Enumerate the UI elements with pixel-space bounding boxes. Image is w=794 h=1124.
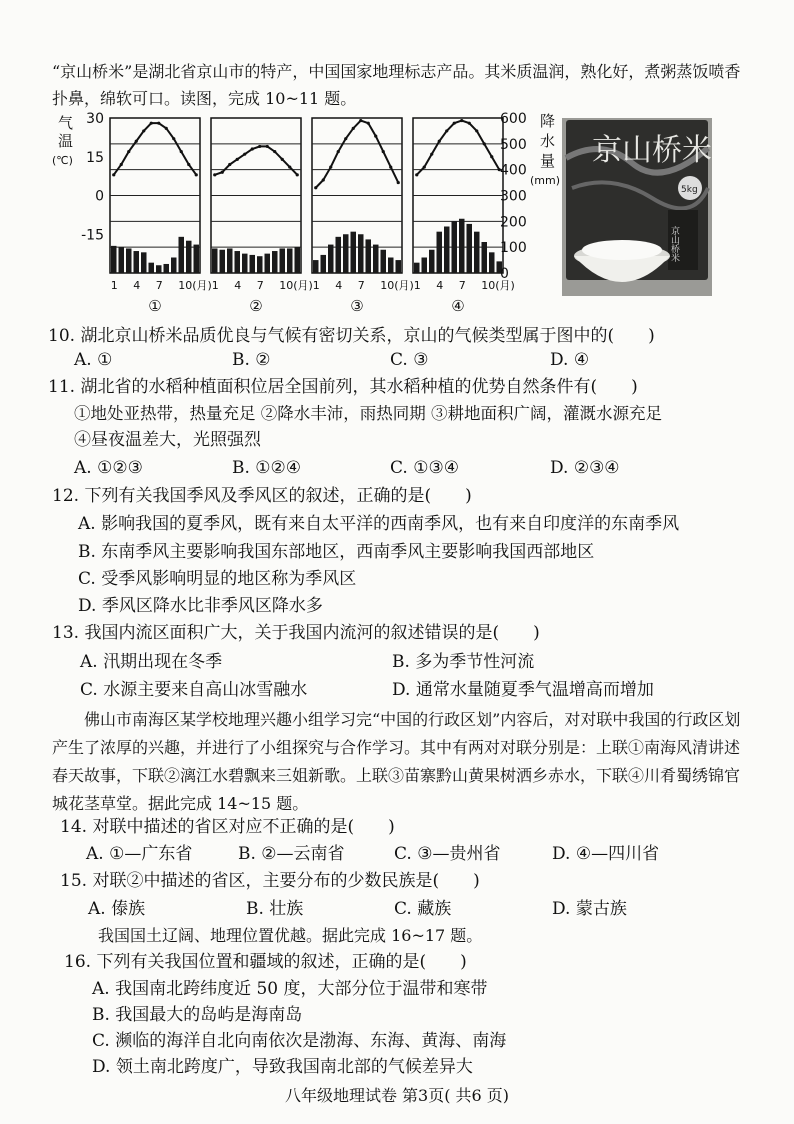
temperature-point xyxy=(273,150,276,153)
temperature-line xyxy=(417,121,500,175)
temperature-point xyxy=(172,137,175,140)
climate-panel xyxy=(211,118,313,315)
temperature-point xyxy=(228,163,231,166)
precip-bar xyxy=(459,219,465,273)
q14-option-a[interactable]: A. ①—广东省 xyxy=(86,844,193,864)
precip-bar xyxy=(388,258,394,274)
question-11: 11. 湖北省的水稻种植面积位居全国前列，其水稻种植的优势自然条件有( ) xyxy=(48,377,638,397)
q12-option-a[interactable]: A. 影响我国的夏季风，既有来自太平洋的西南季风，也有来自印度洋的东南季风 xyxy=(78,514,680,534)
brand-char: 京山桥米 xyxy=(592,133,712,168)
rice-package-photo xyxy=(562,118,712,296)
precip-bar xyxy=(328,245,334,273)
q14-stem: 14. 对联中描述的省区对应不正确的是( xyxy=(60,817,355,837)
right-axis-char: 降 xyxy=(540,112,556,130)
q11-option-b[interactable]: B. ①②④ xyxy=(232,458,302,478)
precip-bar xyxy=(134,251,140,273)
temperature-point xyxy=(453,122,456,125)
q10-option-a[interactable]: A. ① xyxy=(74,350,113,370)
precip-bar xyxy=(351,232,357,273)
temperature-point xyxy=(329,165,332,168)
precip-bar xyxy=(235,251,241,273)
temperature-point xyxy=(337,150,340,153)
temperature-point xyxy=(243,153,246,156)
temperature-point xyxy=(344,137,347,140)
precip-bar xyxy=(257,256,263,273)
x-tick-label: 7 xyxy=(256,279,264,292)
left-axis-label xyxy=(52,114,73,167)
temperature-line xyxy=(316,121,399,188)
left-axis-char: 气 xyxy=(58,114,74,132)
temperature-line xyxy=(114,123,197,175)
precip-bar xyxy=(336,237,342,273)
q16-option-d[interactable]: D. 领土南北跨度广，导致我国南北部的气候差异大 xyxy=(92,1057,473,1077)
q13-option-d[interactable]: D. 通常水量随夏季气温增高而增加 xyxy=(392,680,654,700)
temperature-point xyxy=(445,129,448,132)
q16-stem: 16. 下列有关我国位置和疆域的叙述，正确的是( xyxy=(64,952,427,972)
precip-bar xyxy=(474,232,480,273)
right-axis-ticks xyxy=(500,111,527,282)
q11-option-d[interactable]: D. ②③④ xyxy=(550,458,620,478)
precip-bar xyxy=(452,221,458,273)
precip-bar xyxy=(111,246,117,273)
temperature-point xyxy=(389,165,392,168)
question-14: 14. 对联中描述的省区对应不正确的是( ) xyxy=(60,817,395,837)
precip-bar xyxy=(444,227,450,274)
panel-id: ② xyxy=(249,297,263,315)
precip-bar xyxy=(343,234,349,273)
temperature-point xyxy=(374,134,377,137)
right-tick-label: 200 xyxy=(500,214,527,231)
question-15: 15. 对联②中描述的省区，主要分布的少数民族是( ) xyxy=(60,871,480,891)
q10-option-b[interactable]: B. ② xyxy=(232,350,271,370)
temperature-point xyxy=(296,173,299,176)
temperature-point xyxy=(352,127,355,130)
right-tick-label: 600 xyxy=(500,111,527,127)
q11-conditions-line-1: ①地处亚热带，热量充足 ②降水丰沛，雨热同期 ③耕地面积广阔，灌溉水源充足 xyxy=(74,404,662,423)
right-axis-char: 水 xyxy=(540,132,556,150)
precip-bar xyxy=(482,242,488,273)
panel-id: ① xyxy=(148,297,162,315)
right-axis-unit: (mm) xyxy=(530,174,561,187)
q11-option-c[interactable]: C. ①③④ xyxy=(390,458,459,478)
x-tick-label: 4 xyxy=(335,279,343,292)
q14-option-b[interactable]: B. ②—云南省 xyxy=(238,844,345,864)
question-16: 16. 下列有关我国位置和疆域的叙述，正确的是( ) xyxy=(64,952,467,972)
q12-stem: 12. 下列有关我国季风及季风区的叙述，正确的是( xyxy=(52,486,432,506)
temperature-line xyxy=(215,146,298,174)
temperature-point xyxy=(382,150,385,153)
precip-bar xyxy=(156,265,162,273)
temperature-point xyxy=(483,142,486,145)
left-tick-label: 0 xyxy=(95,188,104,205)
temperature-point xyxy=(150,122,153,125)
right-axis-char: 量 xyxy=(540,152,556,170)
x-tick-label: 7 xyxy=(458,279,466,292)
precip-bar xyxy=(272,251,278,273)
temperature-point xyxy=(221,171,224,174)
chart-panels xyxy=(110,118,515,315)
x-tick-label: 10(月) xyxy=(279,279,313,292)
q11-stem: 11. 湖北省的水稻种植面积位居全国前列，其水稻种植的优势自然条件有( xyxy=(48,377,598,397)
precip-bar xyxy=(179,237,185,273)
temperature-point xyxy=(180,150,183,153)
precip-bar xyxy=(295,247,301,273)
x-tick-label: 1 xyxy=(110,279,118,292)
q13-option-c[interactable]: C. 水源主要来自高山冰雪融水 xyxy=(80,680,308,700)
q13-option-b[interactable]: B. 多为季节性河流 xyxy=(392,652,535,672)
precip-bar xyxy=(250,255,256,273)
q15-option-a[interactable]: A. 傣族 xyxy=(88,899,146,919)
climate-charts xyxy=(52,108,561,323)
precip-bar xyxy=(265,254,271,273)
right-tick-label: 100 xyxy=(500,240,527,257)
q11-option-a[interactable]: A. ①②③ xyxy=(74,458,143,478)
temperature-point xyxy=(251,147,254,150)
temperature-point xyxy=(397,181,400,184)
precip-bar xyxy=(313,260,319,273)
precip-bar xyxy=(366,239,372,273)
right-tick-label: 0 xyxy=(500,266,509,282)
precip-bar xyxy=(373,245,379,273)
x-tick-label: 7 xyxy=(155,279,163,292)
temperature-point xyxy=(195,173,198,176)
temperature-point xyxy=(415,173,418,176)
temperature-point xyxy=(460,119,463,122)
climate-panel xyxy=(312,118,414,315)
right-axis-label xyxy=(530,112,560,187)
q10-stem: 10. 湖北京山桥米品质优良与气候有密切关系，京山的气候类型属于图中的( xyxy=(48,326,615,346)
left-axis-char: 温 xyxy=(58,132,74,150)
left-tick-label: 30 xyxy=(86,111,104,127)
precip-bar xyxy=(171,258,177,274)
temperature-point xyxy=(213,173,216,176)
right-tick-label: 500 xyxy=(500,136,527,153)
weight-label: 5kg xyxy=(681,185,698,195)
panel-id: ④ xyxy=(451,297,465,315)
precip-bar xyxy=(429,250,435,273)
precip-bar xyxy=(422,258,428,274)
precip-bar xyxy=(126,248,132,273)
precip-bar xyxy=(242,254,248,273)
q14-option-d[interactable]: D. ④—四川省 xyxy=(552,844,660,864)
precip-bar xyxy=(194,245,200,273)
precip-bar xyxy=(396,260,402,273)
q16-option-c[interactable]: C. 濒临的海洋自北向南依次是渤海、东海、黄海、南海 xyxy=(92,1031,507,1051)
precip-bar xyxy=(467,224,473,273)
left-tick-label: -15 xyxy=(81,227,104,244)
temperature-point xyxy=(288,165,291,168)
precip-bar xyxy=(287,248,293,273)
precip-bar xyxy=(227,248,233,273)
temperature-point xyxy=(258,145,261,148)
x-tick-label: 10(月) xyxy=(178,279,212,292)
left-tick-label: 15 xyxy=(86,149,104,166)
temperature-point xyxy=(314,186,317,189)
temperature-point xyxy=(475,129,478,132)
passage-territory: 我国国土辽阔、地理位置优越。据此完成 16~17 题。 xyxy=(98,926,483,945)
temperature-point xyxy=(322,178,325,181)
rice-heap xyxy=(582,240,662,260)
q13-option-a[interactable]: A. 汛期出现在冬季 xyxy=(80,652,223,672)
temperature-point xyxy=(165,127,168,130)
q12-option-b[interactable]: B. 东南季风主要影响我国东部地区，西南季风主要影响我国西部地区 xyxy=(78,542,595,562)
precip-bar xyxy=(358,234,364,273)
climate-panel xyxy=(110,118,212,315)
precip-bar xyxy=(220,250,226,273)
temperature-point xyxy=(281,158,284,161)
temperature-point xyxy=(236,158,239,161)
x-tick-label: 4 xyxy=(133,279,141,292)
temperature-point xyxy=(187,163,190,166)
precip-bar xyxy=(186,241,192,273)
q14-option-c[interactable]: C. ③—贵州省 xyxy=(394,844,501,864)
temperature-point xyxy=(367,122,370,125)
temperature-point xyxy=(468,122,471,125)
precip-bar xyxy=(141,252,147,273)
temperature-point xyxy=(423,165,426,168)
question-13: 13. 我国内流区面积广大，关于我国内流河的叙述错误的是( ) xyxy=(52,623,540,643)
page-footer: 八年级地理试卷 第3页( 共6 页) xyxy=(284,1086,510,1105)
x-tick-label: 10(月) xyxy=(481,279,515,292)
q11-conditions-line-2: ④昼夜温差大，光照强烈 xyxy=(74,430,261,450)
precip-bar xyxy=(280,248,286,273)
q15-option-b[interactable]: B. 壮族 xyxy=(246,899,304,919)
temperature-point xyxy=(120,163,123,166)
x-tick-label: 7 xyxy=(357,279,365,292)
panel-id: ③ xyxy=(350,297,364,315)
q12-option-c[interactable]: C. 受季风影响明显的地区称为季风区 xyxy=(78,569,357,589)
q16-option-a[interactable]: A. 我国南北跨纬度近 50 度，大部分位于温带和寒带 xyxy=(92,979,488,999)
q10-option-d[interactable]: D. ④ xyxy=(550,350,590,370)
passage-jingshan-rice: “京山桥米”是湖北省京山市的特产，中国国家地理标志产品。其米质温润，熟化好，煮粥蒸饭喷香扑鼻，绵软可口。读图，完成 10~11 题。 xyxy=(52,62,741,108)
q15-option-c[interactable]: C. 藏族 xyxy=(394,899,452,919)
right-tick-label: 300 xyxy=(500,188,527,205)
precip-bar xyxy=(489,252,495,273)
precip-bar xyxy=(212,248,218,273)
temperature-point xyxy=(127,150,130,153)
precip-bar xyxy=(164,264,170,273)
q10-option-c[interactable]: C. ③ xyxy=(390,350,429,370)
side-label: 京山桥米 xyxy=(669,226,679,262)
x-tick-label: 1 xyxy=(312,279,320,292)
precip-bar xyxy=(414,263,420,273)
q16-option-b[interactable]: B. 我国最大的岛屿是海南岛 xyxy=(92,1005,303,1025)
temperature-point xyxy=(266,145,269,148)
right-tick-label: 400 xyxy=(500,162,527,179)
q15-stem: 15. 对联②中描述的省区，主要分布的少数民族是( xyxy=(60,871,440,891)
q12-option-d[interactable]: D. 季风区降水比非季风区降水多 xyxy=(78,596,323,616)
x-tick-label: 1 xyxy=(413,279,421,292)
precip-bar xyxy=(119,247,125,273)
temperature-point xyxy=(112,173,115,176)
precip-bar xyxy=(321,255,327,273)
temperature-point xyxy=(490,155,493,158)
left-axis-unit: (℃) xyxy=(52,154,73,167)
question-10: 10. 湖北京山桥米品质优良与气候有密切关系，京山的气候类型属于图中的( ) xyxy=(48,326,655,346)
temperature-point xyxy=(135,140,138,143)
temperature-point xyxy=(142,129,145,132)
passage-couplets: 佛山市南海区某学校地理兴趣小组学习完“中国的行政区划”内容后，对对联中我国的行政区划产生了浓厚的兴趣，并进行了小组探究与合作学习。其中有两对对联分别是：上联①南海风清讲述春天故事，下联②漓江水碧飘来三姐新歌。上联③苗寨黔山黄果树洒乡赤水，下联④川肴蜀绣锦官城花茎草堂。据此完成 14~15 题。 xyxy=(52,710,741,813)
temperature-point xyxy=(157,122,160,125)
temperature-point xyxy=(430,153,433,156)
temperature-point xyxy=(438,140,441,143)
precip-bar xyxy=(381,250,387,273)
x-tick-label: 1 xyxy=(211,279,219,292)
precip-bar xyxy=(437,232,443,273)
question-12: 12. 下列有关我国季风及季风区的叙述，正确的是( ) xyxy=(52,486,472,506)
x-tick-label: 4 xyxy=(234,279,242,292)
q13-stem: 13. 我国内流区面积广大，关于我国内流河的叙述错误的是( xyxy=(52,623,500,643)
q15-option-d[interactable]: D. 蒙古族 xyxy=(552,899,627,919)
x-tick-label: 4 xyxy=(436,279,444,292)
left-axis-ticks xyxy=(81,111,104,243)
precip-bar xyxy=(149,263,155,273)
temperature-point xyxy=(359,119,362,122)
x-tick-label: 10(月) xyxy=(380,279,414,292)
